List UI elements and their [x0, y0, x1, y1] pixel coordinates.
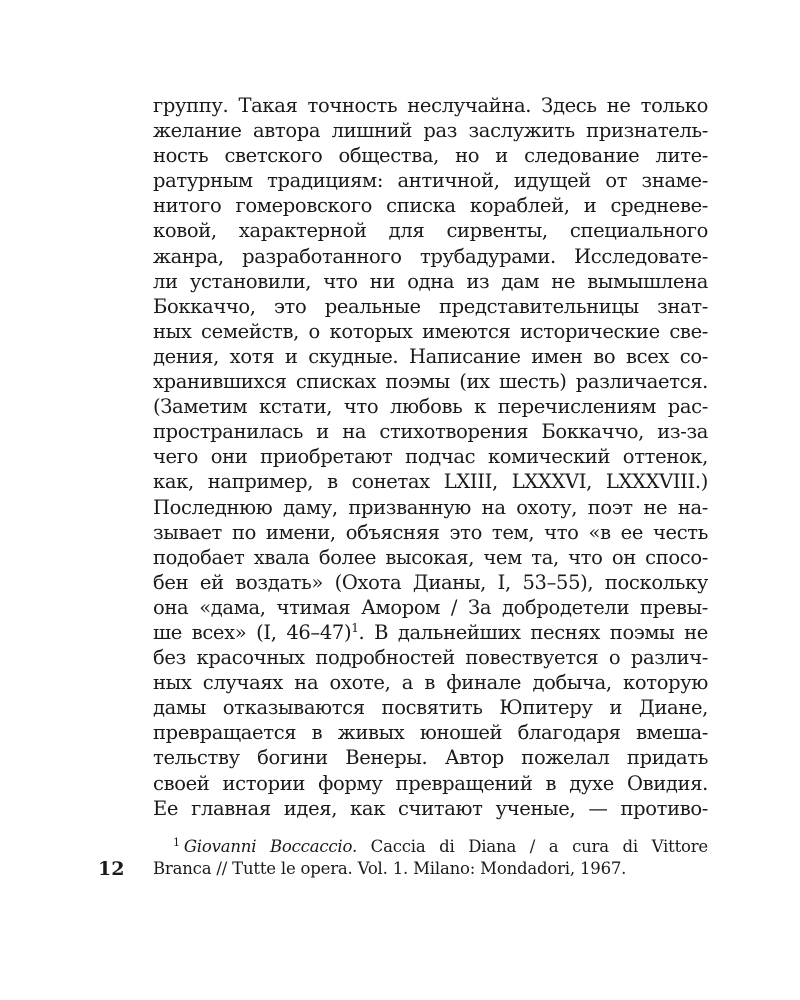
text-line: своей истории форму превращений в духе Овидия. [153, 771, 708, 795]
footnote-author: Giovanni Boccaccio. [183, 837, 357, 856]
text-line: нитого гомеровского списка кораблей, и средневе- [153, 194, 708, 218]
text-line: ных семейств, о которых имеются исторические све- [153, 319, 708, 343]
text-fragment: ше всех» (I, 46–47) [153, 620, 352, 644]
text-line: ных случаях на охоте, а в финале добыча, которую [153, 671, 708, 695]
footnote-marker: 1 [173, 836, 180, 849]
text-line: Последнюю даму, призванную на охоту, поэт не на- [153, 495, 708, 519]
footnote-line: Branca // Tutte le opera. Vol. 1. Milano: Mondadori, 1967. [153, 859, 627, 878]
text-line: подобает хвала более высокая, чем та, что он спосо- [153, 545, 708, 569]
footnote-reference: 1 [351, 620, 359, 635]
text-line: тельству богини Венеры. Автор пожелал придать [153, 746, 708, 770]
text-fragment: . В дальнейших песнях поэмы не [358, 620, 708, 644]
text-line: как, например, в сонетах LXIII, LXXXVI, LXXXVIII.) [153, 470, 708, 494]
page-number: 12 [98, 858, 125, 880]
text-line: группу. Такая точность неслучайна. Здесь не только [153, 94, 708, 117]
text-line: без красочных подробностей повествуется о различ- [153, 646, 708, 670]
text-line: превращается в живых юношей благодаря вмеша- [153, 721, 708, 745]
text-line: желание автора лишний раз заслужить признатель- [153, 119, 708, 143]
footnote-text: Caccia di Diana / a cura di Vittore [356, 837, 708, 856]
text-line: она «дама, чтимая Амором / За добродетели превы- [153, 595, 708, 619]
text-line: хранившихся списках поэмы (их шесть) различается. [153, 370, 708, 394]
text-line: пространилась и на стихотворения Боккаччо, из-за [153, 420, 708, 444]
text-line: зывает по имени, объясняя это тем, что «в ее честь [153, 520, 708, 544]
footnote-line [153, 836, 708, 858]
footnote [153, 836, 708, 880]
text-line: ратурным традициям: античной, идущей от знаме- [153, 169, 708, 193]
text-line-with-footnote-ref [153, 620, 708, 645]
text-line: чего они приобретают подчас комический оттенок, [153, 445, 708, 469]
text-line: бен ей воздать» (Охота Дианы, I, 53–55), поскольку [153, 570, 708, 594]
text-line: жанра, разработанного трубадурами. Исследовате- [153, 244, 708, 268]
text-line: Ее главная идея, как считают ученые, — противо- [153, 796, 708, 820]
text-line: дения, хотя и скудные. Написание имен во всех со- [153, 344, 708, 368]
text-line: Боккаччо, это реальные представительницы знат- [153, 294, 708, 318]
text-line: ли установили, что ни одна из дам не вымышлена [153, 269, 708, 293]
text-line: ковой, характерной для сирвенты, специального [153, 219, 708, 243]
main-text [153, 93, 708, 821]
text-line: (Заметим кстати, что любовь к перечислениям рас- [153, 395, 708, 419]
text-line: ность светского общества, но и следование лите- [153, 144, 708, 168]
text-line: дамы отказываются посвятить Юпитеру и Диане, [153, 696, 708, 720]
